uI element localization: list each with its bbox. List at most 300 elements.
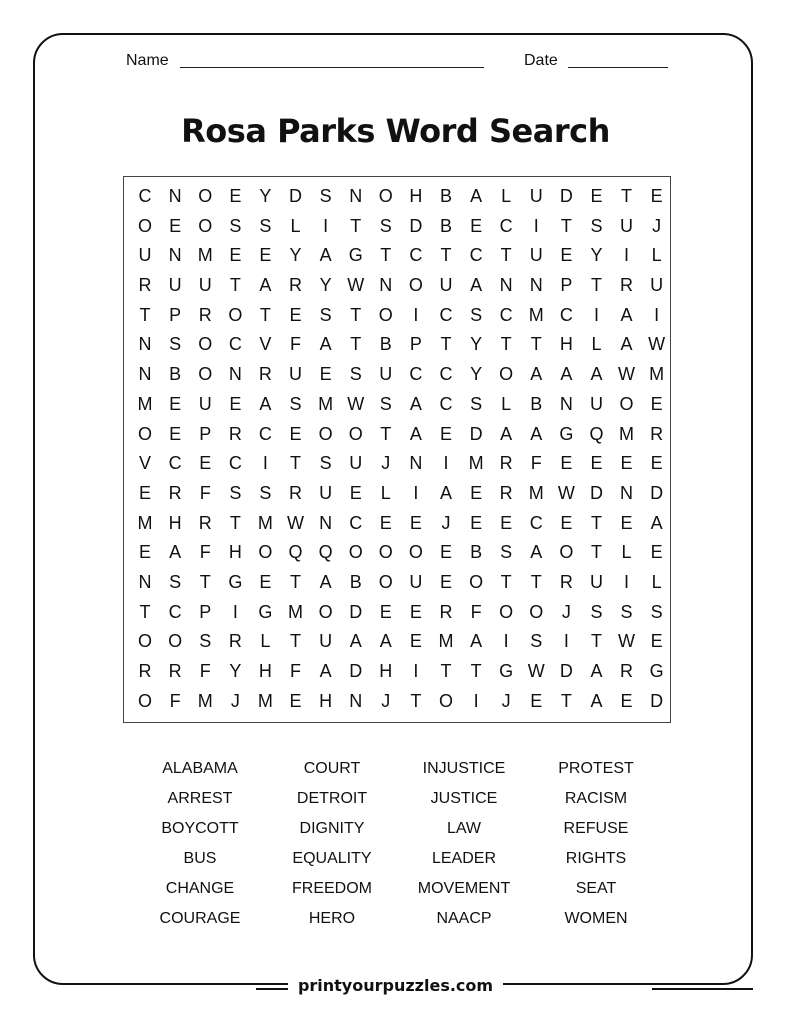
- grid-cell[interactable]: O: [378, 304, 393, 325]
- grid-cell[interactable]: R: [138, 275, 152, 296]
- grid-cell[interactable]: E: [409, 601, 422, 622]
- grid-cell[interactable]: T: [350, 215, 362, 236]
- grid-cell[interactable]: C: [499, 304, 513, 325]
- grid-cell[interactable]: J: [381, 453, 391, 474]
- grid-cell[interactable]: U: [319, 631, 333, 652]
- grid-cell[interactable]: Q: [589, 423, 604, 444]
- grid-cell[interactable]: R: [559, 571, 573, 592]
- grid-cell[interactable]: U: [138, 245, 152, 266]
- grid-cell[interactable]: B: [439, 215, 452, 236]
- grid-cell[interactable]: D: [559, 661, 573, 681]
- grid-cell[interactable]: M: [318, 393, 334, 414]
- grid-cell[interactable]: R: [258, 364, 272, 385]
- grid-cell[interactable]: M: [257, 512, 273, 533]
- grid-cell[interactable]: L: [260, 631, 271, 652]
- grid-cell[interactable]: I: [232, 601, 238, 622]
- grid-cell[interactable]: E: [560, 245, 573, 266]
- grid-cell[interactable]: F: [470, 601, 482, 622]
- grid-cell[interactable]: R: [620, 275, 634, 296]
- grid-cell[interactable]: U: [319, 482, 333, 503]
- grid-cell[interactable]: A: [650, 512, 663, 533]
- grid-cell[interactable]: A: [169, 542, 182, 563]
- grid-cell[interactable]: E: [229, 186, 242, 206]
- grid-cell[interactable]: A: [590, 661, 603, 681]
- grid-cell[interactable]: U: [439, 275, 453, 296]
- grid-cell[interactable]: T: [500, 245, 512, 266]
- grid-cell[interactable]: N: [559, 393, 573, 414]
- grid-cell[interactable]: P: [409, 334, 422, 355]
- grid-cell[interactable]: U: [409, 571, 423, 592]
- grid-cell[interactable]: T: [500, 334, 512, 355]
- grid-cell[interactable]: G: [649, 661, 664, 681]
- grid-cell[interactable]: N: [168, 186, 182, 206]
- grid-cell[interactable]: E: [379, 512, 392, 533]
- grid-cell[interactable]: V: [259, 334, 272, 355]
- grid-cell[interactable]: D: [409, 215, 423, 236]
- grid-cell[interactable]: W: [347, 275, 365, 296]
- grid-cell[interactable]: E: [259, 245, 272, 266]
- grid-cell[interactable]: U: [589, 393, 603, 414]
- grid-cell[interactable]: E: [229, 393, 242, 414]
- grid-cell[interactable]: H: [409, 186, 423, 206]
- grid-cell[interactable]: I: [624, 571, 630, 592]
- grid-cell[interactable]: O: [198, 186, 213, 206]
- grid-cell[interactable]: A: [620, 334, 633, 355]
- grid-cell[interactable]: I: [413, 304, 419, 325]
- grid-cell[interactable]: I: [654, 304, 660, 325]
- grid-cell[interactable]: C: [258, 423, 272, 444]
- grid-cell[interactable]: E: [590, 186, 603, 206]
- grid-cell[interactable]: A: [259, 393, 272, 414]
- grid-cell[interactable]: E: [650, 186, 663, 206]
- grid-cell[interactable]: T: [350, 334, 362, 355]
- grid-cell[interactable]: R: [499, 453, 513, 474]
- grid-cell[interactable]: E: [470, 512, 483, 533]
- grid-cell[interactable]: N: [138, 571, 152, 592]
- grid-cell[interactable]: C: [559, 304, 573, 325]
- grid-cell[interactable]: C: [439, 304, 453, 325]
- grid-cell[interactable]: A: [590, 690, 603, 711]
- grid-cell[interactable]: J: [561, 601, 571, 622]
- grid-cell[interactable]: N: [138, 334, 152, 355]
- grid-cell[interactable]: H: [379, 661, 393, 681]
- grid-cell[interactable]: D: [349, 661, 363, 681]
- grid-cell[interactable]: O: [378, 542, 393, 563]
- grid-cell[interactable]: F: [199, 482, 211, 503]
- grid-cell[interactable]: S: [289, 393, 302, 414]
- grid-cell[interactable]: T: [290, 571, 302, 592]
- grid-cell[interactable]: J: [381, 690, 391, 711]
- grid-cell[interactable]: G: [559, 423, 574, 444]
- grid-cell[interactable]: A: [349, 631, 362, 652]
- grid-cell[interactable]: T: [199, 571, 211, 592]
- grid-cell[interactable]: A: [470, 186, 483, 206]
- grid-cell[interactable]: E: [139, 482, 152, 503]
- grid-cell[interactable]: S: [470, 304, 483, 325]
- grid-cell[interactable]: S: [620, 601, 633, 622]
- grid-cell[interactable]: T: [229, 275, 241, 296]
- grid-cell[interactable]: Y: [289, 245, 302, 266]
- grid-cell[interactable]: O: [258, 542, 273, 563]
- grid-cell[interactable]: A: [620, 304, 633, 325]
- grid-cell[interactable]: U: [168, 275, 182, 296]
- grid-cell[interactable]: D: [469, 423, 483, 444]
- grid-cell[interactable]: S: [530, 631, 543, 652]
- grid-cell[interactable]: R: [620, 661, 634, 681]
- grid-cell[interactable]: M: [438, 631, 454, 652]
- grid-cell[interactable]: O: [619, 393, 634, 414]
- grid-cell[interactable]: I: [533, 215, 539, 236]
- grid-cell[interactable]: Q: [288, 542, 303, 563]
- grid-cell[interactable]: C: [439, 393, 453, 414]
- grid-cell[interactable]: U: [529, 245, 543, 266]
- grid-cell[interactable]: T: [410, 690, 422, 711]
- grid-cell[interactable]: E: [349, 482, 362, 503]
- grid-cell[interactable]: U: [529, 186, 543, 206]
- grid-cell[interactable]: E: [620, 690, 633, 711]
- grid-cell[interactable]: E: [590, 453, 603, 474]
- grid-cell[interactable]: R: [499, 482, 513, 503]
- grid-cell[interactable]: E: [650, 542, 663, 563]
- grid-cell[interactable]: P: [169, 304, 182, 325]
- grid-cell[interactable]: S: [169, 334, 182, 355]
- grid-cell[interactable]: E: [439, 571, 452, 592]
- grid-cell[interactable]: P: [199, 601, 212, 622]
- grid-cell[interactable]: F: [199, 542, 211, 563]
- grid-cell[interactable]: Q: [318, 542, 333, 563]
- grid-cell[interactable]: C: [349, 512, 363, 533]
- grid-cell[interactable]: R: [138, 661, 152, 681]
- grid-cell[interactable]: E: [620, 512, 633, 533]
- grid-cell[interactable]: O: [318, 423, 333, 444]
- grid-cell[interactable]: N: [319, 512, 333, 533]
- grid-cell[interactable]: E: [650, 631, 663, 652]
- grid-cell[interactable]: U: [198, 393, 212, 414]
- grid-cell[interactable]: T: [380, 423, 392, 444]
- grid-cell[interactable]: A: [470, 631, 483, 652]
- grid-cell[interactable]: E: [139, 542, 152, 563]
- grid-cell[interactable]: R: [198, 512, 212, 533]
- grid-cell[interactable]: T: [440, 334, 452, 355]
- grid-cell[interactable]: E: [289, 304, 302, 325]
- grid-cell[interactable]: L: [501, 393, 512, 414]
- grid-cell[interactable]: R: [228, 631, 242, 652]
- grid-cell[interactable]: N: [168, 245, 182, 266]
- grid-cell[interactable]: O: [138, 215, 153, 236]
- grid-cell[interactable]: M: [468, 453, 484, 474]
- grid-cell[interactable]: F: [290, 661, 302, 681]
- grid-cell[interactable]: S: [349, 364, 362, 385]
- grid-cell[interactable]: T: [590, 512, 602, 533]
- grid-cell[interactable]: O: [138, 423, 153, 444]
- grid-cell[interactable]: U: [289, 364, 303, 385]
- grid-cell[interactable]: L: [501, 186, 512, 206]
- grid-cell[interactable]: T: [560, 215, 572, 236]
- grid-cell[interactable]: O: [408, 542, 423, 563]
- grid-cell[interactable]: E: [289, 690, 302, 711]
- grid-cell[interactable]: J: [652, 215, 662, 236]
- grid-cell[interactable]: E: [169, 393, 182, 414]
- grid-cell[interactable]: W: [648, 334, 666, 355]
- grid-cell[interactable]: G: [499, 661, 514, 681]
- grid-cell[interactable]: L: [651, 571, 662, 592]
- grid-cell[interactable]: C: [409, 245, 423, 266]
- grid-cell[interactable]: H: [258, 661, 272, 681]
- grid-cell[interactable]: R: [289, 482, 303, 503]
- grid-cell[interactable]: A: [409, 423, 422, 444]
- grid-cell[interactable]: F: [290, 334, 302, 355]
- grid-cell[interactable]: M: [137, 512, 153, 533]
- grid-cell[interactable]: C: [138, 186, 152, 206]
- grid-cell[interactable]: U: [198, 275, 212, 296]
- grid-cell[interactable]: S: [259, 215, 272, 236]
- grid-cell[interactable]: T: [290, 453, 302, 474]
- grid-cell[interactable]: S: [199, 631, 212, 652]
- grid-cell[interactable]: J: [501, 690, 511, 711]
- grid-cell[interactable]: P: [560, 275, 573, 296]
- grid-cell[interactable]: N: [379, 275, 393, 296]
- grid-cell[interactable]: D: [349, 601, 363, 622]
- grid-cell[interactable]: C: [469, 245, 483, 266]
- grid-cell[interactable]: H: [168, 512, 182, 533]
- grid-cell[interactable]: B: [349, 571, 362, 592]
- grid-cell[interactable]: S: [229, 482, 242, 503]
- grid-cell[interactable]: S: [500, 542, 513, 563]
- grid-cell[interactable]: T: [560, 690, 572, 711]
- grid-cell[interactable]: L: [591, 334, 602, 355]
- grid-cell[interactable]: R: [439, 601, 453, 622]
- grid-cell[interactable]: T: [440, 661, 452, 681]
- grid-cell[interactable]: M: [528, 304, 544, 325]
- grid-cell[interactable]: S: [650, 601, 663, 622]
- grid-cell[interactable]: T: [350, 304, 362, 325]
- grid-cell[interactable]: I: [503, 631, 509, 652]
- grid-cell[interactable]: E: [500, 512, 513, 533]
- grid-cell[interactable]: T: [621, 186, 633, 206]
- grid-cell[interactable]: N: [228, 364, 242, 385]
- grid-cell[interactable]: U: [589, 571, 603, 592]
- grid-cell[interactable]: A: [530, 423, 543, 444]
- grid-cell[interactable]: O: [198, 215, 213, 236]
- grid-cell[interactable]: T: [290, 631, 302, 652]
- grid-cell[interactable]: B: [530, 393, 543, 414]
- grid-cell[interactable]: G: [348, 245, 363, 266]
- grid-cell[interactable]: R: [198, 304, 212, 325]
- grid-cell[interactable]: Y: [229, 661, 242, 681]
- grid-cell[interactable]: C: [168, 453, 182, 474]
- grid-cell[interactable]: D: [650, 690, 664, 711]
- grid-cell[interactable]: O: [228, 304, 243, 325]
- grid-cell[interactable]: D: [289, 186, 303, 206]
- grid-cell[interactable]: A: [319, 334, 332, 355]
- grid-cell[interactable]: V: [139, 453, 152, 474]
- grid-cell[interactable]: T: [500, 571, 512, 592]
- grid-cell[interactable]: M: [197, 690, 213, 711]
- grid-cell[interactable]: C: [409, 364, 423, 385]
- grid-cell[interactable]: A: [319, 661, 332, 681]
- grid-cell[interactable]: T: [590, 631, 602, 652]
- grid-cell[interactable]: I: [593, 304, 599, 325]
- grid-cell[interactable]: D: [589, 482, 603, 503]
- grid-cell[interactable]: D: [559, 186, 573, 206]
- grid-cell[interactable]: Y: [470, 364, 483, 385]
- grid-cell[interactable]: C: [499, 215, 513, 236]
- grid-cell[interactable]: O: [438, 690, 453, 711]
- grid-cell[interactable]: E: [289, 423, 302, 444]
- grid-cell[interactable]: O: [499, 601, 514, 622]
- grid-cell[interactable]: N: [349, 186, 363, 206]
- grid-cell[interactable]: I: [443, 453, 449, 474]
- grid-cell[interactable]: T: [590, 542, 602, 563]
- grid-cell[interactable]: C: [168, 601, 182, 622]
- grid-cell[interactable]: E: [259, 571, 272, 592]
- grid-cell[interactable]: E: [229, 245, 242, 266]
- grid-cell[interactable]: O: [168, 631, 183, 652]
- grid-cell[interactable]: B: [169, 364, 182, 385]
- grid-cell[interactable]: C: [228, 334, 242, 355]
- grid-cell[interactable]: B: [379, 334, 392, 355]
- grid-cell[interactable]: O: [348, 542, 363, 563]
- grid-cell[interactable]: S: [319, 453, 332, 474]
- grid-cell[interactable]: F: [530, 453, 542, 474]
- grid-cell[interactable]: U: [620, 215, 634, 236]
- grid-cell[interactable]: M: [197, 245, 213, 266]
- grid-cell[interactable]: O: [138, 631, 153, 652]
- grid-cell[interactable]: E: [409, 512, 422, 533]
- grid-cell[interactable]: I: [323, 215, 329, 236]
- grid-cell[interactable]: U: [349, 453, 363, 474]
- grid-cell[interactable]: T: [139, 601, 151, 622]
- grid-cell[interactable]: A: [409, 393, 422, 414]
- grid-cell[interactable]: L: [290, 215, 301, 236]
- grid-cell[interactable]: O: [198, 334, 213, 355]
- grid-cell[interactable]: I: [563, 631, 569, 652]
- grid-cell[interactable]: S: [379, 215, 392, 236]
- grid-cell[interactable]: E: [470, 482, 483, 503]
- grid-cell[interactable]: W: [347, 393, 365, 414]
- grid-cell[interactable]: E: [199, 453, 212, 474]
- name-field[interactable]: [180, 67, 484, 68]
- grid-cell[interactable]: U: [650, 275, 664, 296]
- grid-cell[interactable]: E: [169, 215, 182, 236]
- grid-cell[interactable]: A: [439, 482, 452, 503]
- grid-cell[interactable]: A: [530, 542, 543, 563]
- grid-cell[interactable]: M: [649, 364, 665, 385]
- grid-cell[interactable]: A: [259, 275, 272, 296]
- grid-cell[interactable]: C: [439, 364, 453, 385]
- date-field[interactable]: [568, 67, 668, 68]
- grid-cell[interactable]: E: [530, 690, 543, 711]
- grid-cell[interactable]: G: [258, 601, 273, 622]
- grid-cell[interactable]: L: [380, 482, 391, 503]
- grid-cell[interactable]: N: [409, 453, 423, 474]
- grid-cell[interactable]: O: [499, 364, 514, 385]
- grid-cell[interactable]: O: [348, 423, 363, 444]
- grid-cell[interactable]: I: [413, 661, 419, 681]
- grid-cell[interactable]: O: [198, 364, 213, 385]
- grid-cell[interactable]: E: [439, 423, 452, 444]
- grid-cell[interactable]: O: [408, 275, 423, 296]
- grid-cell[interactable]: A: [470, 275, 483, 296]
- grid-cell[interactable]: F: [169, 690, 181, 711]
- grid-cell[interactable]: N: [499, 275, 513, 296]
- grid-cell[interactable]: R: [228, 423, 242, 444]
- grid-cell[interactable]: A: [560, 364, 573, 385]
- grid-cell[interactable]: S: [259, 482, 272, 503]
- grid-cell[interactable]: E: [379, 601, 392, 622]
- grid-cell[interactable]: A: [319, 571, 332, 592]
- grid-cell[interactable]: M: [257, 690, 273, 711]
- grid-cell[interactable]: T: [139, 304, 151, 325]
- grid-cell[interactable]: F: [199, 661, 211, 681]
- grid-cell[interactable]: Y: [319, 275, 332, 296]
- grid-cell[interactable]: J: [230, 690, 240, 711]
- grid-cell[interactable]: G: [228, 571, 243, 592]
- grid-cell[interactable]: E: [560, 453, 573, 474]
- grid-cell[interactable]: I: [262, 453, 268, 474]
- grid-cell[interactable]: W: [287, 512, 305, 533]
- grid-cell[interactable]: H: [228, 542, 242, 563]
- grid-cell[interactable]: T: [380, 245, 392, 266]
- grid-cell[interactable]: A: [530, 364, 543, 385]
- grid-cell[interactable]: A: [379, 631, 392, 652]
- grid-cell[interactable]: E: [650, 453, 663, 474]
- grid-cell[interactable]: E: [319, 364, 332, 385]
- grid-cell[interactable]: S: [590, 601, 603, 622]
- grid-cell[interactable]: M: [288, 601, 304, 622]
- grid-cell[interactable]: P: [199, 423, 212, 444]
- grid-cell[interactable]: L: [651, 245, 662, 266]
- grid-cell[interactable]: S: [319, 186, 332, 206]
- grid-cell[interactable]: B: [439, 186, 452, 206]
- grid-cell[interactable]: N: [529, 275, 543, 296]
- grid-cell[interactable]: T: [530, 334, 542, 355]
- grid-cell[interactable]: W: [618, 364, 636, 385]
- grid-cell[interactable]: U: [379, 364, 393, 385]
- grid-cell[interactable]: O: [318, 601, 333, 622]
- grid-cell[interactable]: O: [138, 690, 153, 711]
- grid-cell[interactable]: E: [560, 512, 573, 533]
- grid-cell[interactable]: N: [349, 690, 363, 711]
- grid-cell[interactable]: T: [530, 571, 542, 592]
- grid-cell[interactable]: S: [169, 571, 182, 592]
- grid-cell[interactable]: M: [619, 423, 635, 444]
- grid-cell[interactable]: T: [259, 304, 271, 325]
- grid-cell[interactable]: W: [618, 631, 636, 652]
- grid-cell[interactable]: Y: [590, 245, 603, 266]
- grid-cell[interactable]: S: [379, 393, 392, 414]
- grid-cell[interactable]: S: [590, 215, 603, 236]
- grid-cell[interactable]: I: [413, 482, 419, 503]
- grid-cell[interactable]: H: [559, 334, 573, 355]
- grid-cell[interactable]: S: [319, 304, 332, 325]
- grid-cell[interactable]: O: [559, 542, 574, 563]
- grid-cell[interactable]: O: [378, 186, 393, 206]
- grid-cell[interactable]: E: [169, 423, 182, 444]
- grid-cell[interactable]: O: [378, 571, 393, 592]
- grid-cell[interactable]: R: [289, 275, 303, 296]
- grid-cell[interactable]: R: [168, 661, 182, 681]
- grid-cell[interactable]: L: [621, 542, 632, 563]
- grid-cell[interactable]: N: [620, 482, 634, 503]
- grid-cell[interactable]: S: [229, 215, 242, 236]
- grid-cell[interactable]: R: [168, 482, 182, 503]
- grid-cell[interactable]: O: [469, 571, 484, 592]
- grid-cell[interactable]: D: [650, 482, 664, 503]
- grid-cell[interactable]: E: [439, 542, 452, 563]
- grid-cell[interactable]: M: [137, 393, 153, 414]
- grid-cell[interactable]: H: [319, 690, 333, 711]
